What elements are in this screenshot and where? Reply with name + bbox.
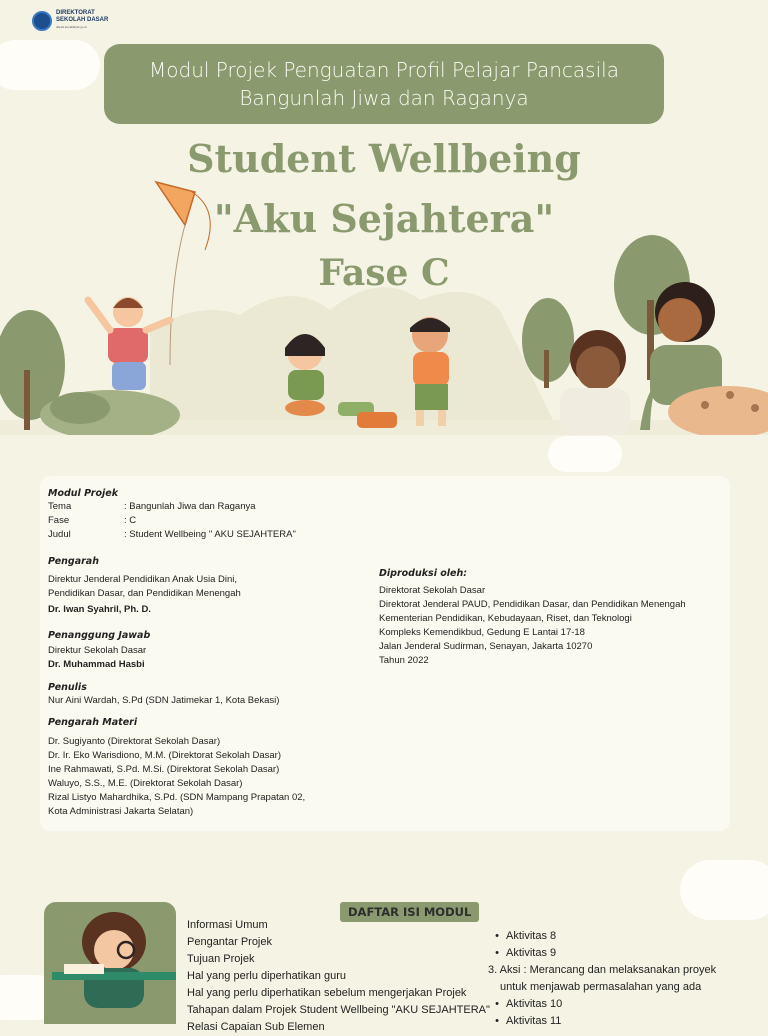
section-heading: Pengarah Materi bbox=[48, 717, 138, 728]
diproduksi-section: Diproduksi oleh: Direktorat Sekolah Dasar Direktorat Jenderal PAUD, Pendidikan Dasar, dan Pendidikan Menengah Kementerian Pendidikan, Kebudayaan, Riset, dan Teknologi Kompleks Kemendikbud, Gedung E Lantai 17-18 Jalan Jenderal Sudirman, Senayan, Jakarta 10270 Tahun 2022 bbox=[379, 568, 686, 666]
toy-car-icon bbox=[357, 412, 397, 428]
toc-item[interactable]: Hal yang perlu diperhatikan guru bbox=[187, 970, 346, 982]
toc-item[interactable]: 3. Aksi : Merancang dan melaksanakan proyek bbox=[488, 964, 717, 976]
logo-line1: DIREKTORAT bbox=[56, 10, 95, 16]
toc-item[interactable]: • Aktivitas 9 bbox=[488, 945, 716, 962]
pengarah-section: Pengarah Direktur Jenderal Pendidikan Anak Usia Dini, Pendidikan Dasar, dan Pendidikan Menengah Dr. Iwan Syahril, Ph. D. bbox=[48, 556, 241, 615]
modul-row: Fase : C bbox=[48, 515, 137, 526]
logo-tagline: ditpsd.kemdikbud.go.id bbox=[56, 25, 87, 29]
penulis-section: Penulis Nur Aini Wardah, S.Pd (SDN Jatimekar 1, Kota Bekasi) bbox=[48, 682, 280, 706]
toc-item[interactable]: • Aktivitas 10 bbox=[488, 996, 716, 1013]
bullet-icon: • bbox=[495, 947, 499, 959]
modul-row: Judul : Student Wellbeing " AKU SEJAHTERA" bbox=[48, 529, 296, 540]
banner-line2: Bangunlah Jiwa dan Raganya bbox=[239, 86, 529, 110]
toc-item[interactable]: Pengantar Projek bbox=[187, 936, 272, 948]
toc-left-list bbox=[187, 917, 490, 1036]
toc-item-continued: untuk menjawab permasalahan yang ada bbox=[500, 981, 702, 993]
bullet-icon: • bbox=[495, 998, 499, 1010]
modul-section bbox=[48, 488, 296, 542]
logo-emblem-icon bbox=[32, 11, 52, 31]
logo-line2: SEKOLAH DASAR bbox=[56, 17, 109, 23]
subtitle-quote: "Aku Sejahtera" bbox=[213, 196, 555, 241]
phase-label: Fase C bbox=[318, 252, 450, 294]
section-heading: Penulis bbox=[48, 682, 87, 693]
cloud-decoration bbox=[680, 860, 768, 920]
toc-item[interactable]: Tahapan dalam Projek Student Wellbeing "AKU SEJAHTERA" bbox=[187, 1004, 490, 1016]
bullet-icon: • bbox=[495, 930, 499, 942]
section-heading: Penanggung Jawab bbox=[48, 630, 151, 641]
banner-line1: Modul Projek Penguatan Profil Pelajar Pancasila bbox=[149, 58, 619, 82]
module-banner bbox=[104, 44, 664, 124]
person-name: Dr. Muhammad Hasbi bbox=[48, 659, 145, 670]
toc-heading: DAFTAR ISI MODUL bbox=[340, 902, 479, 922]
main-title: Student Wellbeing bbox=[187, 136, 581, 181]
ministry-logo bbox=[32, 10, 108, 31]
book-icon bbox=[64, 964, 104, 974]
cloud-decoration bbox=[0, 40, 100, 90]
toc-item[interactable]: Hal yang perlu diperhatikan sebelum mengerjakan Projek bbox=[187, 987, 467, 999]
cloud-decoration bbox=[548, 436, 622, 472]
toc-item[interactable]: • Aktivitas 11 bbox=[488, 1013, 716, 1030]
bullet-icon: • bbox=[495, 1015, 499, 1027]
section-heading: Pengarah bbox=[48, 556, 99, 567]
penanggung-jawab-section: Penanggung Jawab Direktur Sekolah Dasar Dr. Muhammad Hasbi bbox=[48, 630, 151, 670]
section-heading: Modul Projek bbox=[48, 488, 119, 499]
toc-item[interactable]: Tujuan Projek bbox=[187, 953, 255, 965]
toc-item[interactable]: Relasi Capaian Sub Elemen bbox=[187, 1021, 325, 1033]
person-name: Dr. Iwan Syahril, Ph. D. bbox=[48, 604, 151, 615]
section-heading: Diproduksi oleh: bbox=[379, 568, 468, 579]
toc-right-list bbox=[488, 928, 716, 1030]
modul-row: Tema : Bangunlah Jiwa dan Raganya bbox=[48, 501, 256, 512]
reading-girl-illustration bbox=[44, 902, 176, 1024]
pengarah-materi-section: Pengarah Materi Dr. Sugiyanto (Direktorat Sekolah Dasar) Dr. Ir. Eko Warisdiono, M.M. (Direktorat Sekolah Dasar) Ine Rahmawati, S.Pd. M.Si. (Direktorat Sekolah Dasar) Waluyo, S.S., M.E. (Direktorat Sekolah Dasar) Rizal Listyo Mahardhika, S.Pd. (SDN Mampang Prapatan 02, Kota Administrasi Jakarta Selatan) bbox=[48, 717, 306, 817]
toc-item[interactable]: • Aktivitas 8 bbox=[488, 928, 716, 945]
toc-item[interactable]: Informasi Umum bbox=[187, 919, 268, 931]
